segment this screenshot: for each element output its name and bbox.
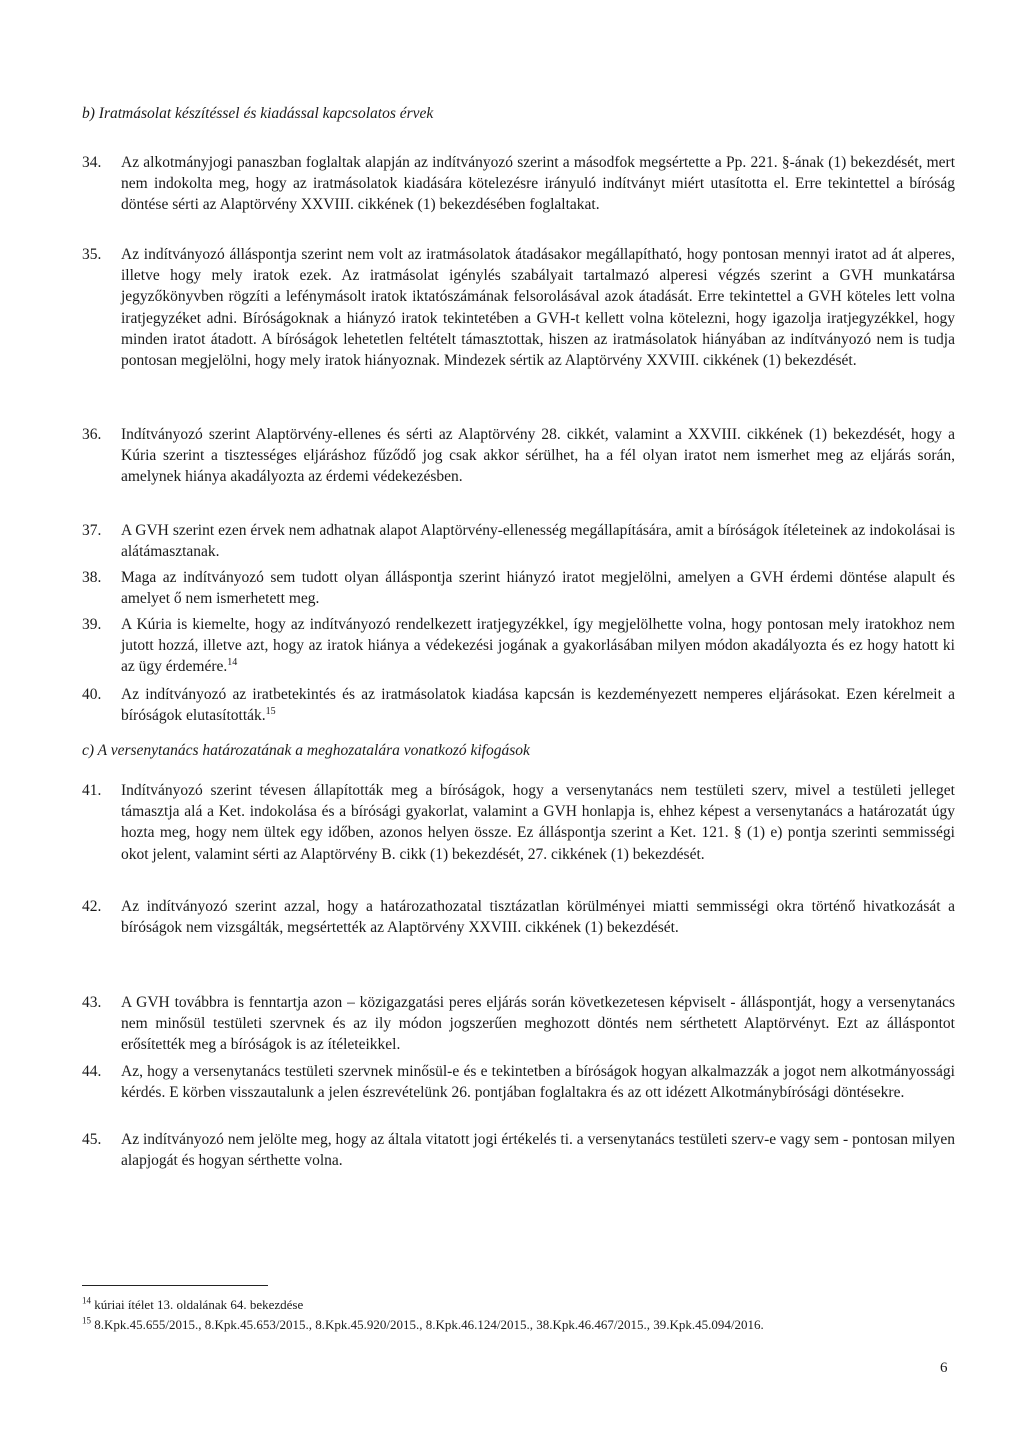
paragraph-text: Az indítványozó szerint azzal, hogy a határozathozatal tisztázatlan körülményei miatti semmisségi okra történő hivatkozását a bíróságok nem vizsgálták, megsértették az Alaptörvény XXVIII. cikkének (1) bekezdését.: [121, 898, 955, 937]
paragraph-45: [82, 1129, 955, 1171]
footnote-number: 15: [82, 1315, 91, 1326]
paragraph-text: Az indítványozó nem jelölte meg, hogy az általa vitatott jogi értékelés ti. a versenytanács testületi szerv-e vagy sem - pontosan milyen alapjogát és hogyan sérthette volna.: [121, 1131, 955, 1170]
footnote-ref: 14: [227, 657, 238, 669]
paragraph-text: A GVH továbbra is fenntartja azon – közigazgatási peres eljárás során következetesen képviselt - álláspontját, hogy a versenytanács nem minősül testületi szervnek és az ily módon jogszerűen meghozott döntés nem sérthetett Alaptörvényt. Ezt az álláspontot erősítették meg a bíróságok is az ítéleteikkel.: [121, 994, 955, 1054]
footnote-text: kúriai ítélet 13. oldalának 64. bekezdése: [94, 1297, 304, 1312]
paragraph-number: 36.: [82, 426, 102, 443]
paragraph-42: [82, 896, 955, 938]
paragraph-number: 39.: [82, 616, 102, 633]
paragraph-number: 44.: [82, 1063, 102, 1080]
paragraph-number: 42.: [82, 898, 102, 915]
paragraph-text: Az alkotmányjogi panaszban foglaltak alapján az indítványozó szerint a másodfok megsértette a Pp. 221. §-ának (1) bekezdését, mert nem indokolta meg, hogy az iratmásolatok kiadására kötelezésre irányuló indítványt miért utasította el. Erre tekintettel a bíróság döntése sérti az Alaptörvény XXVIII. cikkének (1) bekezdésében foglaltakat.: [121, 154, 955, 214]
paragraph-number: 37.: [82, 522, 102, 539]
paragraph-40: [82, 684, 955, 726]
paragraph-text: Indítványozó szerint Alaptörvény-ellenes és sérti az Alaptörvény 28. cikkét, valamint a XXVIII. cikkének (1) bekezdését, hogy a Kúria szerint a tisztességes eljáráshoz fűződő jog csak akkor sérülhet, ha a fél olyan iratot nem ismerhet meg az eljárás során, amelynek hiánya akadályozta az érdemi védekezésben.: [121, 426, 955, 486]
paragraph-number: 40.: [82, 686, 102, 703]
heading-text: Iratmásolat készítéssel és kiadással kapcsolatos érvek: [98, 105, 434, 122]
paragraph-43: [82, 992, 955, 1056]
footnote-ref: 15: [265, 706, 276, 718]
footnote-number: 14: [82, 1295, 91, 1306]
paragraph-number: 43.: [82, 994, 102, 1011]
paragraph-number: 35.: [82, 246, 102, 263]
footnote-separator: [82, 1285, 268, 1286]
paragraph-35: [82, 244, 955, 371]
paragraph-44: [82, 1061, 955, 1103]
heading-label: b): [82, 105, 95, 122]
paragraph-number: 34.: [82, 154, 102, 171]
footnote-14: [82, 1297, 303, 1313]
heading-text: A versenytanács határozatának a meghozatalára vonatkozó kifogások: [97, 742, 530, 759]
heading-label: c): [82, 742, 95, 759]
paragraph-text: Az indítványozó az iratbetekintés és az iratmásolatok kiadása kapcsán is kezdeményezett nemperes eljárásokat. Ezen kérelmeit a bíróságok elutasították.: [121, 686, 955, 725]
paragraph-text: Az, hogy a versenytanács testületi szervnek minősül-e és e tekintetben a bíróságok hogyan alkalmazzák a jogot nem alkotmányossági kérdés. E körben visszautalunk a jelen észrevételünk 26. pontjában foglaltakra és az ott idézett Alkotmánybírósági döntésekre.: [121, 1063, 955, 1102]
paragraph-36: [82, 424, 955, 488]
paragraph-number: 41.: [82, 782, 102, 799]
paragraph-number: 45.: [82, 1131, 102, 1148]
paragraph-37: [82, 520, 955, 562]
section-heading-c: [82, 741, 530, 761]
paragraph-39: [82, 614, 955, 678]
paragraph-number: 38.: [82, 569, 102, 586]
paragraph-text: Maga az indítványozó sem tudott olyan álláspontja szerint hiányzó iratot megjelölni, amelyen a GVH érdemi döntése alapult és amelyet ő nem ismerhetett meg.: [121, 569, 955, 608]
page-number: 6: [940, 1360, 948, 1376]
section-heading-b: [82, 104, 433, 124]
paragraph-38: [82, 567, 955, 609]
paragraph-text: A Kúria is kiemelte, hogy az indítványozó rendelkezett iratjegyzékkel, így megjelölhette volna, hogy pontosan mely iratokhoz nem jutott hozzá, illetve azt, hogy az iratok hiánya a védekezési jogának a gyakorlásában milyen módon akadályozta és ez hogy hatott ki az ügy érdemére.: [121, 616, 955, 676]
paragraph-41: [82, 780, 955, 865]
footnote-text: 8.Kpk.45.655/2015., 8.Kpk.45.653/2015., 8.Kpk.45.920/2015., 8.Kpk.46.124/2015., 38.Kpk.46.467/2015., 39.Kpk.45.094/2016.: [94, 1317, 764, 1332]
footnote-15: [82, 1317, 764, 1333]
paragraph-34: [82, 152, 955, 216]
paragraph-text: Indítványozó szerint tévesen állapították meg a bíróságok, hogy a versenytanács nem testületi szerv, mivel a testületi jelleget támasztja alá a Ket. indokolása és a bírósági gyakorlat, valamint a GVH honlapja is, ehhez képest a versenytanács a határozatát úgy hozta meg, hogy nem ültek egy időben, azonos helyen össze. Ez álláspontja szerint a Ket. 121. § (1) e) pontja szerinti semmisségi okot jelent, valamint sérti az Alaptörvény B. cikk (1) bekezdését, 27. cikkének (1) bekezdését.: [121, 782, 955, 863]
paragraph-text: Az indítványozó álláspontja szerint nem volt az iratmásolatok átadásakor megállapítható, hogy pontosan mennyi iratot ad át alperes, illetve hogy mely iratok ezek. Az iratmásolat igénylés szabályait tartalmazó alperesi végzés szerint a GVH munkatársa jegyzőkönyvben rögzíti a lefénymásolt iratok iktatószámának felsorolásával azok átadását. Erre tekintettel a GVH köteles lett volna iratjegyzéket adni. Bíróságoknak a hiányzó iratok tekintetében a GVH-t kellett volna kötelezni, hogy igazolja iratjegyzékkel, hogy minden iratot átadott. A bíróságok lehetetlen feltételt támasztottak, hiszen az iratmásolatok hiányában az indítványozó nem is tudja pontosan megjelölni, hogy mely iratok hiányoznak. Mindezek sértik az Alaptörvény XXVIII. cikkének (1) bekezdését.: [121, 246, 955, 370]
paragraph-text: A GVH szerint ezen érvek nem adhatnak alapot Alaptörvény-ellenesség megállapítására, amit a bíróságok ítéleteinek az indokolásai is alátámasztanak.: [121, 522, 955, 561]
